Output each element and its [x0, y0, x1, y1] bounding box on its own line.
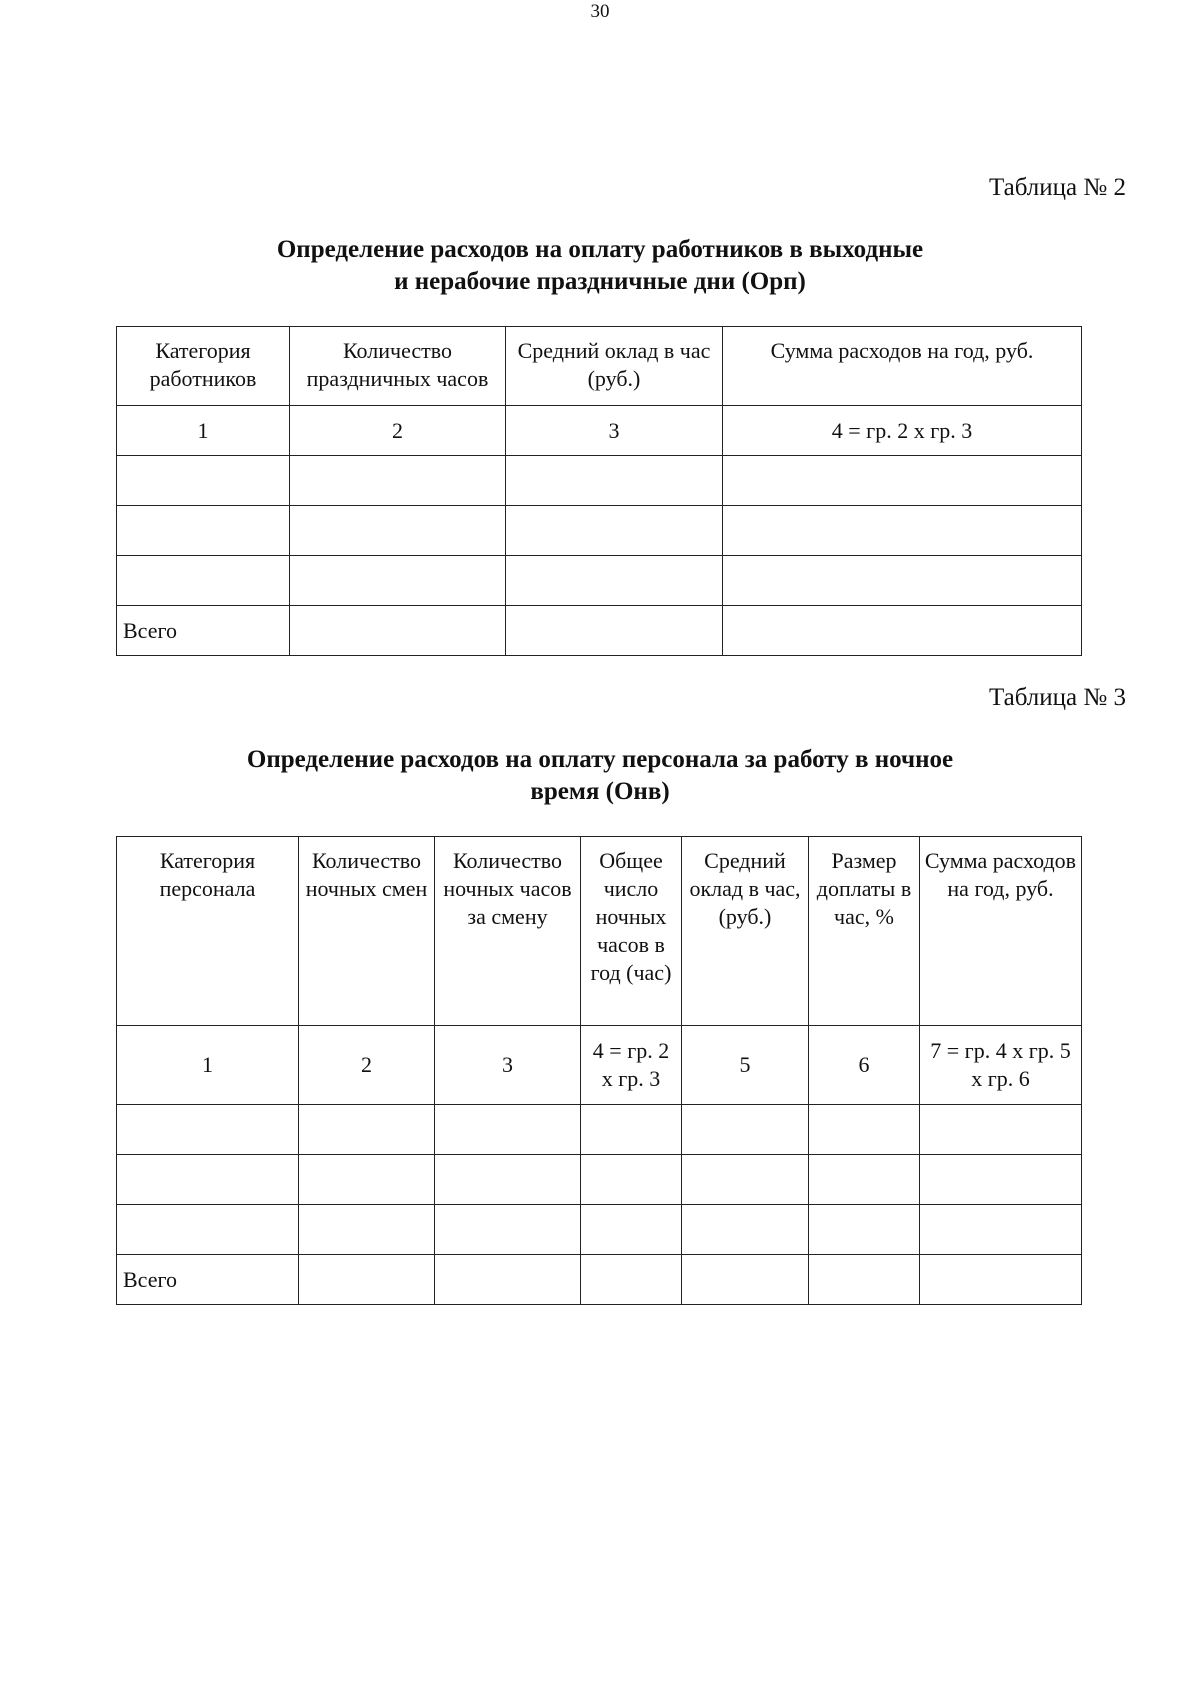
table-cell	[809, 1255, 920, 1305]
table-3-number-cell: 7 = гр. 4 х гр. 5 х гр. 6	[920, 1026, 1082, 1105]
table-2-number-cell: 4 = гр. 2 х гр. 3	[723, 406, 1082, 456]
table-3-header-cell: Размер доплаты в час, %	[809, 837, 920, 1026]
table-2-number-cell: 2	[290, 406, 506, 456]
table-cell	[682, 1105, 809, 1155]
table-row	[117, 506, 1082, 556]
table-cell	[920, 1255, 1082, 1305]
table-cell	[581, 1105, 682, 1155]
table-cell	[723, 556, 1082, 606]
table-3-total-row	[117, 1255, 1082, 1305]
table-cell	[581, 1205, 682, 1255]
table-cell	[723, 456, 1082, 506]
table-row	[117, 456, 1082, 506]
table-row	[117, 1105, 1082, 1155]
table-cell	[809, 1205, 920, 1255]
table-3	[116, 836, 1082, 1305]
table-2-total-label: Всего	[117, 606, 290, 656]
table-cell	[299, 1205, 435, 1255]
table-2-number-cell: 1	[117, 406, 290, 456]
table-cell	[809, 1105, 920, 1155]
table-2-total-row	[117, 606, 1082, 656]
table-cell	[117, 1155, 299, 1205]
table-cell	[290, 556, 506, 606]
table-cell	[809, 1155, 920, 1205]
table-cell	[117, 506, 290, 556]
table-3-header-cell: Количество ночных часов за смену	[435, 837, 581, 1026]
table-cell	[435, 1255, 581, 1305]
table-2-label: Таблица № 2	[988, 174, 1126, 201]
table-2-number-row	[117, 406, 1082, 456]
table-2-header-cell: Количество праздничных часов	[290, 327, 506, 406]
table-3-header-cell: Количество ночных смен	[299, 837, 435, 1026]
table-3-number-cell: 5	[682, 1026, 809, 1105]
table-cell	[290, 606, 506, 656]
table-cell	[581, 1255, 682, 1305]
table-2-header-cell: Категория работников	[117, 327, 290, 406]
table-3-number-cell: 4 = гр. 2 х гр. 3	[581, 1026, 682, 1105]
table-2-header-cell: Сумма расходов на год, руб.	[723, 327, 1082, 406]
table-cell	[920, 1155, 1082, 1205]
table-cell	[506, 456, 723, 506]
table-2-title-line-1: Определение расходов на оплату работников в выходные	[276, 236, 924, 263]
table-3-number-row	[117, 1026, 1082, 1105]
table-row	[117, 1205, 1082, 1255]
table-3-title	[0, 744, 1200, 808]
table-2	[116, 326, 1082, 656]
table-cell	[299, 1155, 435, 1205]
table-3-header-cell: Сумма расходов на год, руб.	[920, 837, 1082, 1026]
table-2-title	[0, 234, 1200, 298]
table-cell	[920, 1205, 1082, 1255]
table-cell	[117, 1105, 299, 1155]
table-3-title-line-2: время (Онв)	[530, 778, 670, 805]
table-3-number-cell: 2	[299, 1026, 435, 1105]
table-cell	[290, 506, 506, 556]
table-cell	[290, 456, 506, 506]
page-number: 30	[590, 1, 610, 22]
table-cell	[920, 1105, 1082, 1155]
table-3-header-row	[117, 837, 1082, 1026]
table-3-title-line-1: Определение расходов на оплату персонала за работу в ночное	[246, 746, 954, 773]
table-3-total-label: Всего	[117, 1255, 299, 1305]
table-cell	[435, 1105, 581, 1155]
table-3-number-cell: 3	[435, 1026, 581, 1105]
table-2-header-row	[117, 327, 1082, 406]
table-cell	[682, 1205, 809, 1255]
table-cell	[682, 1255, 809, 1305]
table-cell	[723, 506, 1082, 556]
table-cell	[299, 1105, 435, 1155]
table-cell	[117, 1205, 299, 1255]
table-3-header-cell: Средний оклад в час, (руб.)	[682, 837, 809, 1026]
table-row	[117, 556, 1082, 606]
table-cell	[435, 1205, 581, 1255]
table-3-header-cell: Категория персонала	[117, 837, 299, 1026]
table-cell	[682, 1155, 809, 1205]
table-cell	[506, 506, 723, 556]
table-cell	[117, 456, 290, 506]
table-cell	[435, 1155, 581, 1205]
table-3-number-cell: 1	[117, 1026, 299, 1105]
table-3-header-cell: Общее число ночных часов в год (час)	[581, 837, 682, 1026]
table-cell	[723, 606, 1082, 656]
table-cell	[506, 606, 723, 656]
table-2-number-cell: 3	[506, 406, 723, 456]
table-cell	[117, 556, 290, 606]
table-cell	[299, 1255, 435, 1305]
table-3-number-cell: 6	[809, 1026, 920, 1105]
table-2-title-line-2: и нерабочие праздничные дни (Орп)	[394, 268, 806, 295]
table-2-header-cell: Средний оклад в час (руб.)	[506, 327, 723, 406]
table-cell	[581, 1155, 682, 1205]
table-cell	[506, 556, 723, 606]
table-row	[117, 1155, 1082, 1205]
table-3-label: Таблица № 3	[988, 684, 1126, 711]
